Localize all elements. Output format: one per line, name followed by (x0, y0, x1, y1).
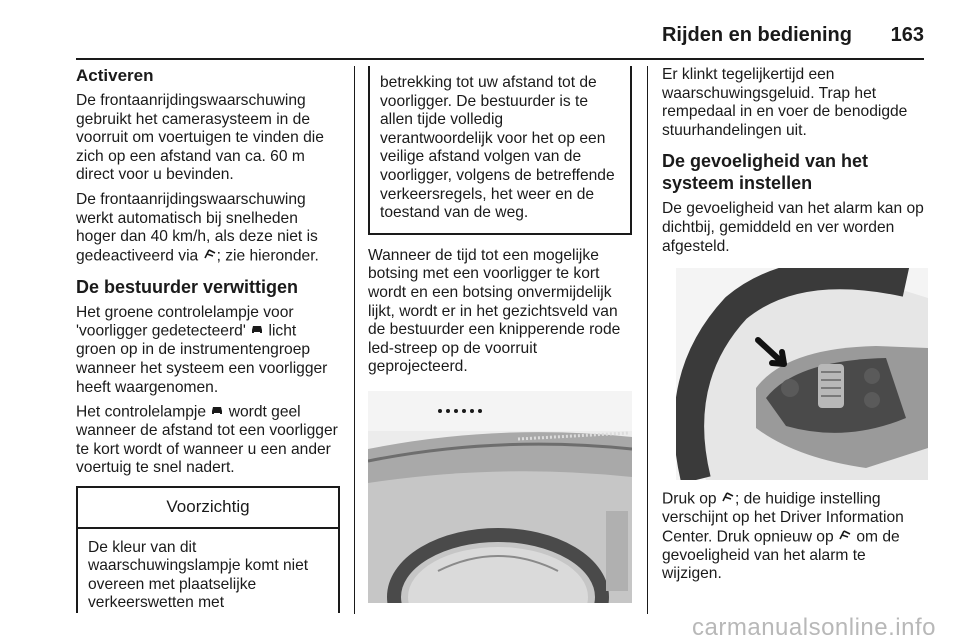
paragraph: Er klinkt tegelijkertijd een waarschuwingsgeluid. Trap het rempedaal in en voer de benodigde stuurhandelingen uit. (662, 66, 908, 139)
paragraph: Het groene controlelampje voor 'voorligger gedetecteerd' licht groen op in de instrumentengroep wanneer het systeem een voorligger heeft waargenomen. (76, 303, 328, 396)
column-2 (368, 66, 632, 603)
sensitivity-icon (721, 490, 735, 509)
paragraph: De frontaanrijdingswaarschuwing gebruikt het camerasysteem in de voorruit om voertuigen te vinden die zich op een afstand van ca. 60 m direct voor u bevinden. (76, 92, 324, 184)
car-icon (250, 322, 264, 341)
section-heading: Activeren (76, 66, 154, 85)
dashboard-figure (368, 391, 632, 603)
car-icon (210, 403, 224, 422)
section-heading: De gevoeligheid van het systeem instellen (662, 151, 869, 194)
caution-box (76, 486, 340, 613)
column-divider (647, 66, 648, 614)
paragraph: Druk op ; de huidige instelling verschijnt op het Driver Information Center. Druk opnieuw op om de gevoeligheid van het alarm te wijzigen. (662, 490, 904, 583)
column-1 (76, 66, 340, 613)
paragraph: Wanneer de tijd tot een mogelijke botsing met een voorligger te kort wordt en een botsing onvermijdelijk lijkt, wordt er in het gezichtsveld van de bestuurder een knipperende rode led-streep op de voorruit geprojecteerd. (368, 246, 621, 376)
column-3 (662, 66, 926, 590)
paragraph: De frontaanrijdingswaarschuwing werkt automatisch bij snelheden hoger dan 40 km/h, als deze niet is gedeactiveerd via ; zie hieronder. (76, 190, 319, 265)
sensitivity-icon (203, 247, 217, 266)
caution-text: De kleur van dit waarschuwingslampje komt niet overeen met plaatselijke verkeerswetten met (88, 538, 309, 612)
paragraph: De gevoeligheid van het alarm kan op dichtbij, gemiddeld en ver worden afgesteld. (662, 200, 924, 255)
page-header (0, 0, 960, 60)
page-title: Rijden en bediening (661, 24, 852, 46)
section-heading: De bestuurder verwittigen (76, 276, 299, 297)
caution-title: Voorzichtig (78, 488, 338, 529)
caution-continued: betrekking tot uw afstand tot de voorligger. De bestuurder is te allen tijde volledig verantwoordelijk voor het op een veilige afstand volgen van de voorligger, volgens de betreffende verkeersregels, het weer en de toestand van de weg. (368, 66, 632, 235)
column-divider (354, 66, 355, 614)
watermark: carmanualsonline.info (692, 614, 936, 642)
page-number: 163 (890, 24, 924, 46)
steering-wheel-figure (676, 268, 928, 480)
steering-wheel-illustration (676, 268, 928, 480)
header-rule (76, 58, 924, 60)
paragraph: Het controlelampje wordt geel wanneer de afstand tot een voorligger te kort wordt of wanneer u een ander voertuig te snel nadert. (76, 403, 338, 477)
dashboard-illustration (368, 391, 632, 603)
sensitivity-icon (838, 528, 852, 547)
